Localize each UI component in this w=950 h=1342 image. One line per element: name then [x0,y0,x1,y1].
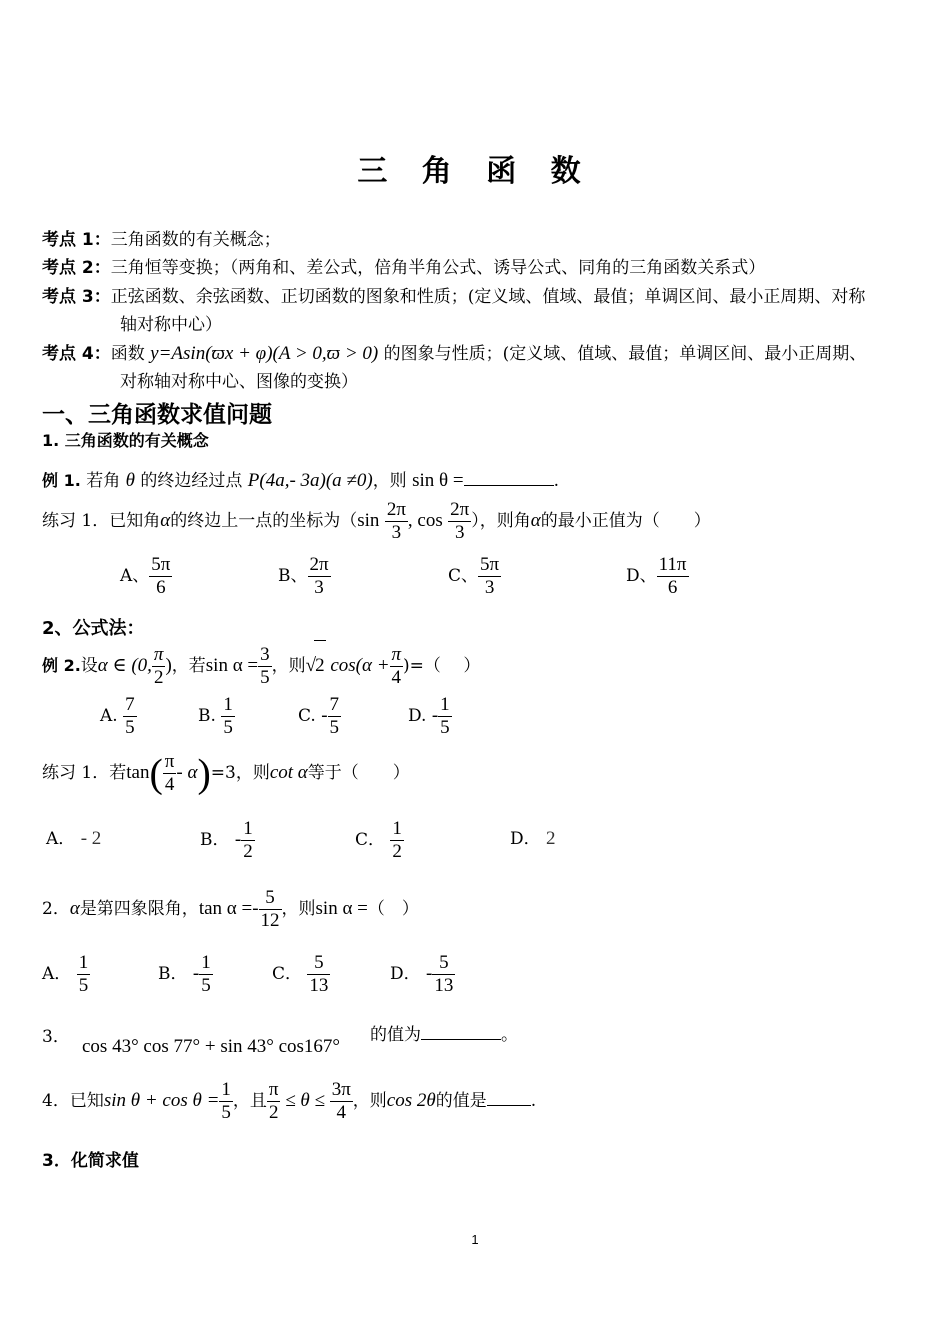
formula: sin θ = [412,470,464,491]
text: 是第四象限角， [79,899,199,919]
example-1 [42,466,559,492]
option-d: D. - $\frac{1}{5}$ [408,694,450,738]
text: 已知 [69,1091,104,1111]
text: ），则角 [471,511,531,531]
question-3 [370,1020,518,1045]
kaodian-text: 的图象与性质；(定义域、值域、最值；单调区间、最小正周期、 [378,344,867,364]
alpha-symbol: α [530,510,541,531]
option-b: B． - $\frac{1}{2}$ [200,818,253,862]
text: 等于（ ） [307,763,410,783]
page-title: 三 角 函 数 [357,154,593,189]
option-d: D． - $\frac{5}{13}$ [390,952,454,996]
example-label: 例 2. [42,656,81,675]
kaodian-label: 考点 4： [42,344,111,364]
question-label: 2． [42,899,70,919]
option-b: B. $\frac{1}{5}$ [198,694,233,738]
option-c: C． $\frac{1}{2}$ [355,818,402,862]
text: =3 [210,763,236,783]
question-2: 2．α是第四象限角，tan α =- $\frac{5}{12}$ ，则sin α =（ ） [42,887,419,931]
question-4: 4．已知sin θ + cos θ = $\frac{1}{5}$ ，且 $\frac{\pi}{2}$ ≤ θ ≤ $\frac{3\pi}{4}$ ，则cos 2θ的值是 . [42,1079,537,1123]
alpha-symbol: α [160,510,171,531]
alpha-symbol: α [69,898,80,919]
theta-symbol: θ [125,470,135,491]
option-d: D． 2 [510,828,556,849]
text: . [553,471,559,491]
text: 的终边经过点 [134,471,248,491]
formula: tan α =- [198,898,259,919]
option-c: C、 $\frac{5\pi}{3}$ [448,554,500,598]
subsection-heading: 1. 三角函数的有关概念 [42,431,209,450]
fraction: $\frac{2\pi}{3}$ [386,499,406,543]
question-3-label: 3． [42,1027,70,1047]
option-b: B、 $\frac{2\pi}{3}$ [278,554,329,598]
section-heading: 一、三角函数求值问题 [42,402,272,428]
text: 。 [501,1025,518,1045]
formula: cos(α + [325,655,390,676]
option-a: A、 $\frac{5\pi}{6}$ [120,554,171,598]
option-a: A. $\frac{7}{5}$ [100,694,135,738]
kaodian-label: 考点 3： [42,287,111,307]
kaodian-text: 函数 [110,344,151,364]
page-number: 1 [471,1232,479,1247]
option-b: B． - $\frac{1}{5}$ [158,952,211,996]
formula: α ∈ (0, [97,655,152,676]
answer-blank [421,1021,501,1040]
text: ，若 [171,656,206,676]
text: . [530,1091,537,1111]
text: 的值是 [435,1091,487,1111]
text: ，则 [281,899,316,919]
exercise-1 [42,496,711,546]
text: 的最小正值为（ ） [540,511,711,531]
example-label: 例 1. [42,471,81,490]
kaodian-4-cont: 对称轴对称中心、图像的变换） [120,372,358,392]
option-d: D、 $\frac{11\pi}{6}$ [626,554,687,598]
example-2: 例 2.设α ∈ (0, $\frac{\pi}{2}$ )，若sin α = $\frac{3}{5}$ ，则√2 cos(α + $\frac{\pi}{4}$ )=（ ） [42,640,480,691]
option-a: A． $\frac{1}{5}$ [42,952,89,996]
kaodian-text: 正弦函数、余弦函数、正切函数的图象和性质；(定义域、值域、最值；单调区间、最小正周期、对称 [110,287,866,307]
text: （ ） [367,899,419,919]
formula: sin α = [315,898,368,919]
formula: cos 2θ [386,1090,436,1111]
question-3-formula: cos 43° cos 77° + sin 43° cos167° [82,1036,341,1057]
kaodian-4 [42,340,866,368]
text: 练习 1．若 [42,763,127,783]
option-c: C. - $\frac{7}{5}$ [298,694,340,738]
kaodian-2 [42,254,765,282]
text: 若角 [80,471,126,491]
formula: sin [357,510,380,531]
kaodian-text: 三角恒等变换；（两角和、差公式，倍角半角公式、诱导公式、同角的三角函数关系式） [110,258,766,278]
text: 练习 1．已知角 [42,511,161,531]
formula: y=Asin(ϖx + φ)(A > 0,ϖ > 0) [150,343,379,364]
kaodian-3 [42,283,865,311]
text: 的终边上一点的坐标为（ [170,511,358,531]
exercise-tan: 练习 1．若tan( $\frac{\pi}{4}$ - α)=3，则cot α等于（ ） [42,750,410,796]
formula: cot α [269,762,308,783]
option-a: A． - 2 [46,828,102,849]
formula: tan [126,762,150,783]
sqrt-radicand: 2 [314,640,326,691]
subsection-heading: 2、公式法： [42,618,145,639]
answer-blank [487,1087,531,1106]
text: ，则 [352,1091,387,1111]
kaodian-label: 考点 2： [42,258,111,278]
subsection-heading: 3．化简求值 [42,1151,139,1171]
option-c: C． $\frac{5}{13}$ [272,952,329,996]
kaodian-3-cont: 轴对称中心） [120,315,222,335]
text: )=（ ） [403,656,481,676]
fraction: $\frac{2\pi}{3}$ [450,499,470,543]
text: ，且 [232,1091,267,1111]
text: ，则 [372,471,413,491]
text: ，则 [235,763,270,783]
formula: sin α = [205,655,259,676]
point-formula: P(4a,- 3a)(a ≠0) [247,470,373,491]
text: 的值为 [370,1025,421,1045]
formula: , cos [407,510,443,531]
text: ，则 [271,656,306,676]
question-label: 4． [42,1091,70,1111]
answer-blank [464,467,554,486]
kaodian-label: 考点 1： [42,230,111,250]
text: 设 [80,656,98,676]
formula: sin θ + cos θ = [103,1090,220,1111]
kaodian-1 [42,226,281,254]
kaodian-text: 三角函数的有关概念； [110,230,281,250]
